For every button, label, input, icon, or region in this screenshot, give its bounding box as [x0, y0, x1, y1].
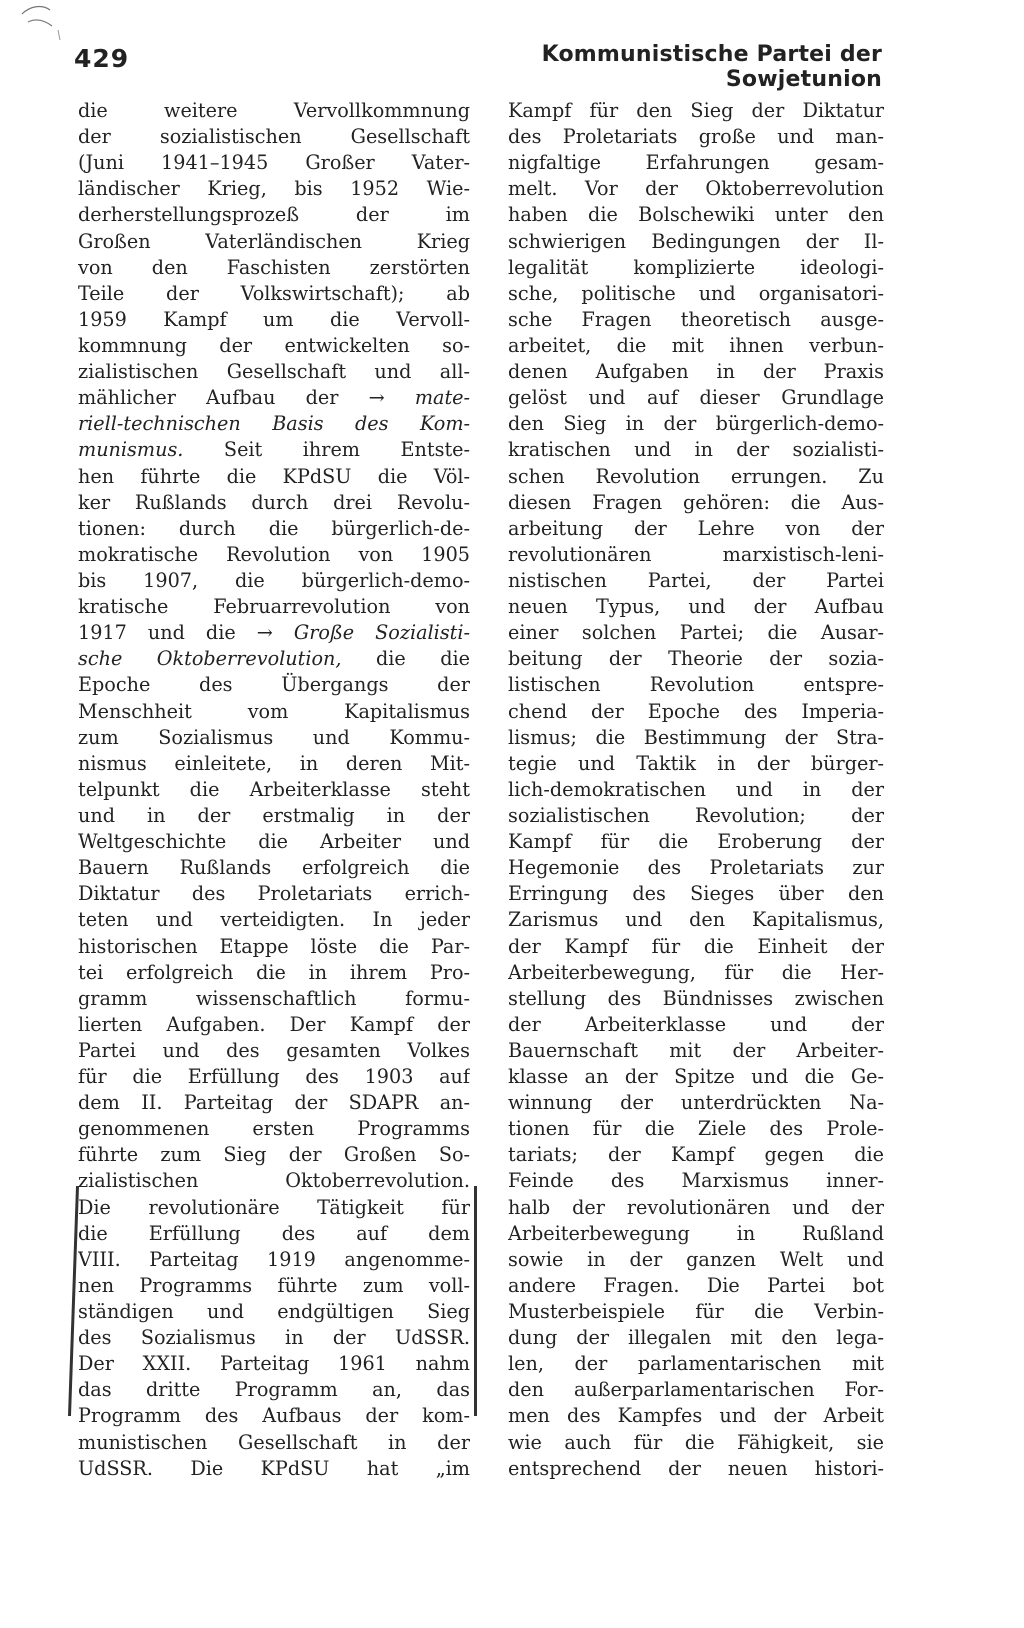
text-line: der sozialistischen Gesellschaft	[78, 125, 470, 149]
text-line: Weltgeschichte die Arbeiter und	[78, 830, 470, 854]
text-line: lismus; die Bestimmung der Stra-	[508, 725, 884, 749]
text-line: Arbeiterbewegung, für die Her-	[508, 960, 884, 984]
text-line: melt. Vor der Oktoberrevolution	[508, 177, 884, 201]
text-line: Erringung des Sieges über den	[508, 882, 884, 906]
text-line: Kampf für die Eroberung der	[508, 830, 884, 854]
text-line: 1917 und die → Große Sozialisti-	[78, 621, 470, 645]
text-line: zialistischen Oktoberrevolution.	[78, 1169, 470, 1193]
text-line: Zarismus und den Kapitalismus,	[508, 908, 884, 932]
text-line: Programm des Aufbaus der kom-	[78, 1404, 470, 1428]
text-line: Menschheit vom Kapitalismus	[78, 699, 470, 723]
text-line: Hegemonie des Proletariats zur	[508, 856, 884, 880]
text-line: gelöst und auf dieser Grundlage	[508, 386, 884, 410]
text-line: Feinde des Marxismus inner-	[508, 1169, 884, 1193]
text-line: des Sozialismus in der UdSSR.	[78, 1326, 470, 1350]
text-line: tei erfolgreich die in ihrem Pro-	[78, 960, 470, 984]
text-line: tionen: durch die bürgerlich-de-	[78, 516, 470, 540]
text-line: den Sieg in der bürgerlich-demo-	[508, 412, 884, 436]
text-line: haben die Bolschewiki unter den	[508, 203, 884, 227]
text-line: sozialistischen Revolution; der	[508, 803, 884, 827]
text-line: (Juni 1941–1945 Großer Vater-	[78, 151, 470, 175]
text-line: Kampf für den Sieg der Diktatur	[508, 99, 884, 122]
text-line: lierten Aufgaben. Der Kampf der	[78, 1012, 470, 1036]
text-line: Arbeiterbewegung in Rußland	[508, 1221, 884, 1245]
text-line: gramm wissenschaftlich formu-	[78, 986, 470, 1010]
text-line: revolutionären marxistisch-leni-	[508, 542, 884, 566]
margin-bracket-right	[474, 1186, 481, 1416]
pencil-scribble-mark	[0, 0, 90, 50]
text-line: teten und verteidigten. In jeder	[78, 908, 470, 932]
text-line: der Kampf für die Einheit der	[508, 934, 884, 958]
text-line: zialistischen Gesellschaft und all-	[78, 360, 470, 384]
text-line: des Proletariats große und man-	[508, 125, 884, 149]
text-line: sowie in der ganzen Welt und	[508, 1247, 884, 1271]
text-line: nismus einleitete, in deren Mit-	[78, 751, 470, 775]
text-line: VIII. Parteitag 1919 angenomme-	[78, 1247, 470, 1271]
text-line: Großen Vaterländischen Krieg	[78, 229, 470, 253]
text-line: neuen Typus, und der Aufbau	[508, 595, 884, 619]
text-line: men des Kampfes und der Arbeit	[508, 1404, 884, 1428]
text-line: entsprechend der neuen histori-	[508, 1456, 884, 1480]
text-line: ländischer Krieg, bis 1952 Wie-	[78, 177, 470, 201]
text-line: UdSSR. Die KPdSU hat „im	[78, 1456, 470, 1480]
text-line: tionen für die Ziele des Prole-	[508, 1117, 884, 1141]
text-line: arbeitung der Lehre von der	[508, 516, 884, 540]
text-line: und in der erstmalig in der	[78, 803, 470, 827]
text-line: Diktatur des Proletariats errich-	[78, 882, 470, 906]
text-line: lich-demokratischen und in der	[508, 777, 884, 801]
text-line: von den Faschisten zerstörten	[78, 255, 470, 279]
text-line: winnung der unterdrückten Na-	[508, 1091, 884, 1115]
text-line: Die revolutionäre Tätigkeit für	[78, 1195, 470, 1219]
left-text-column	[78, 98, 470, 1482]
text-line: halb der revolutionären und der	[508, 1195, 884, 1219]
text-line: führte zum Sieg der Großen So-	[78, 1143, 470, 1167]
text-line: Musterbeispiele für die Verbin-	[508, 1300, 884, 1324]
text-line: das dritte Programm an, das	[78, 1378, 470, 1402]
text-line: nen Programms führte zum voll-	[78, 1273, 470, 1297]
text-line: len, der parlamentarischen mit	[508, 1352, 884, 1376]
running-title: Kommunistische Partei der Sowjetunion	[541, 42, 882, 92]
text-line: einer solchen Partei; die Ausar-	[508, 621, 884, 645]
page-number: 429	[74, 44, 130, 73]
text-line: telpunkt die Arbeiterklasse steht	[78, 777, 470, 801]
text-line: Partei und des gesamten Volkes	[78, 1038, 470, 1062]
text-line: 1959 Kampf um die Vervoll-	[78, 307, 470, 331]
text-line: ker Rußlands durch drei Revolu-	[78, 490, 470, 514]
text-line: kratische Februarrevolution von	[78, 595, 470, 619]
right-text-column	[508, 98, 884, 1482]
text-line: tegie und Taktik in der bürger-	[508, 751, 884, 775]
text-line: die weitere Vervollkommnung	[78, 99, 470, 122]
text-line: munistischen Gesellschaft in der	[78, 1430, 470, 1454]
text-line: kratischen und in der sozialisti-	[508, 438, 884, 462]
text-line: legalität komplizierte ideologi-	[508, 255, 884, 279]
text-line: Epoche des Übergangs der	[78, 673, 470, 697]
text-line: hen führte die KPdSU die Völ-	[78, 464, 470, 488]
text-line: nigfaltige Erfahrungen gesam-	[508, 151, 884, 175]
text-line: andere Fragen. Die Partei bot	[508, 1273, 884, 1297]
text-line: nistischen Partei, der Partei	[508, 568, 884, 592]
text-line: Der XXII. Parteitag 1961 nahm	[78, 1352, 470, 1376]
text-line: bis 1907, die bürgerlich-demo-	[78, 568, 470, 592]
text-line: historischen Etappe löste die Par-	[78, 934, 470, 958]
text-line: für die Erfüllung des 1903 auf	[78, 1065, 470, 1089]
text-line: dung der illegalen mit den lega-	[508, 1326, 884, 1350]
text-line: ständigen und endgültigen Sieg	[78, 1300, 470, 1324]
text-line: zum Sozialismus und Kommu-	[78, 725, 470, 749]
text-line: Teile der Volkswirtschaft); ab	[78, 281, 470, 305]
text-line: schen Revolution errungen. Zu	[508, 464, 884, 488]
text-line: denen Aufgaben in der Praxis	[508, 360, 884, 384]
text-line: genommenen ersten Programms	[78, 1117, 470, 1141]
text-line: die Erfüllung des auf dem	[78, 1221, 470, 1245]
text-line: mokratische Revolution von 1905	[78, 542, 470, 566]
text-line: chend der Epoche des Imperia-	[508, 699, 884, 723]
text-line: dem II. Parteitag der SDAPR an-	[78, 1091, 470, 1115]
text-line: tariats; der Kampf gegen die	[508, 1143, 884, 1167]
text-line: arbeitet, die mit ihnen verbun-	[508, 333, 884, 357]
text-line: mählicher Aufbau der → mate-	[78, 386, 470, 410]
text-line: stellung des Bündnisses zwischen	[508, 986, 884, 1010]
text-line: der Arbeiterklasse und der	[508, 1012, 884, 1036]
text-line: munismus. Seit ihrem Entste-	[78, 438, 470, 462]
text-line: schwierigen Bedingungen der Il-	[508, 229, 884, 253]
text-line: sche Oktoberrevolution, die die	[78, 647, 470, 671]
text-line: listischen Revolution entspre-	[508, 673, 884, 697]
text-line: Bauernschaft mit der Arbeiter-	[508, 1038, 884, 1062]
text-line: sche Fragen theoretisch ausge-	[508, 307, 884, 331]
text-line: sche, politische und organisatori-	[508, 281, 884, 305]
text-line: klasse an der Spitze und die Ge-	[508, 1065, 884, 1089]
text-line: Bauern Rußlands erfolgreich die	[78, 856, 470, 880]
text-line: derherstellungsprozeß der im	[78, 203, 470, 227]
text-line: kommnung der entwickelten so-	[78, 333, 470, 357]
text-line: diesen Fragen gehören: die Aus-	[508, 490, 884, 514]
text-line: wie auch für die Fähigkeit, sie	[508, 1430, 884, 1454]
text-line: riell-technischen Basis des Kom-	[78, 412, 470, 436]
text-line: beitung der Theorie der sozia-	[508, 647, 884, 671]
text-line: den außerparlamentarischen For-	[508, 1378, 884, 1402]
